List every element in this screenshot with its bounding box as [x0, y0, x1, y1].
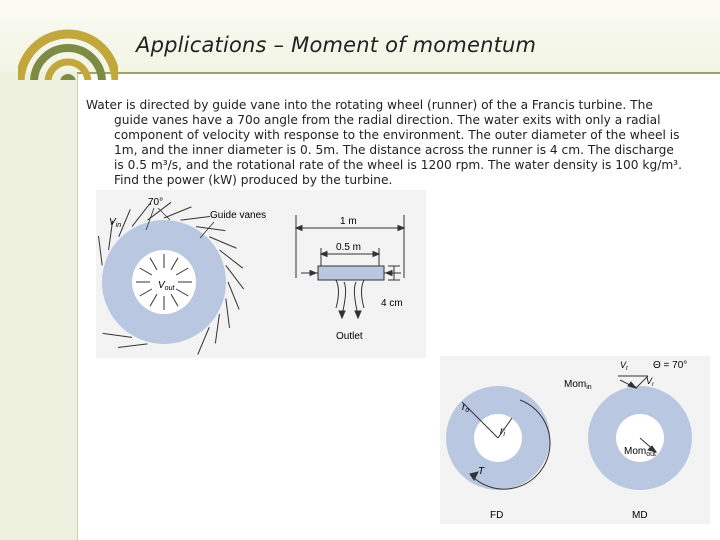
guide-vane: [215, 314, 219, 343]
guide-vane: [103, 333, 132, 337]
guide-vane: [181, 217, 210, 221]
vr-label: $V_r$: [646, 376, 655, 388]
torque-label: T: [478, 466, 485, 477]
fd-label: FD: [490, 510, 504, 521]
mom-out-label: Mom$_{out}$: [624, 446, 656, 458]
md-label: MD: [632, 510, 648, 521]
guide-vane: [99, 236, 103, 265]
v-in-label: $V_{in}$: [109, 217, 122, 229]
francis-turbine-figure: [96, 190, 426, 358]
mom-in-label: Mom$_{in}$: [564, 379, 592, 391]
vt-label: $V_t$: [620, 360, 628, 372]
ro-label: $r_o$: [462, 402, 470, 414]
v-out-label: $V_{out}$: [158, 280, 175, 292]
outlet-label: Outlet: [336, 331, 363, 342]
guide-vane: [118, 344, 147, 348]
sidebar-band: [0, 0, 78, 540]
gap-label: 4 cm: [381, 298, 403, 309]
inner-dim-label: 0.5 m: [336, 242, 362, 253]
guide-vane: [196, 227, 225, 231]
slide-title: Applications – Moment of momentum: [136, 33, 537, 57]
free-body-momentum-diagram: [440, 356, 710, 524]
problem-text: Water is directed by guide vane into the rotating wheel (runner) of the a Francis turbine. The guide vanes have a 70o angle from the radial direction. The water exits with only a radial component of velocity with response to the environment. The outer diameter of the wheel is 1m, and the inner diameter is 0. 5m. The distance across the runner is 4 cm. The discharge is 0.5 m³/s, and the rotational rate of the wheel is 1200 rpm. The water density is 100 kg/m³. Find the power (kW) produced by the turbine.: [86, 98, 682, 187]
guide-vane: [228, 282, 239, 309]
ri-label: $r_i$: [500, 426, 505, 438]
guide-vanes-label: Guide vanes: [210, 210, 267, 221]
guide-vanes-leader: [200, 222, 214, 238]
guide-vane: [164, 207, 191, 218]
guide-vane: [226, 265, 244, 289]
angle-leader-2: [158, 208, 170, 220]
guide-vane: [226, 299, 230, 328]
problem-statement: [86, 98, 686, 188]
theta-label: Θ = 70°: [653, 360, 688, 371]
outer-dim-label: 1 m: [340, 216, 357, 227]
header-rule: [77, 72, 720, 74]
angle-label: 70°: [148, 197, 164, 208]
concentric-arcs-logo-icon: [18, 20, 118, 80]
